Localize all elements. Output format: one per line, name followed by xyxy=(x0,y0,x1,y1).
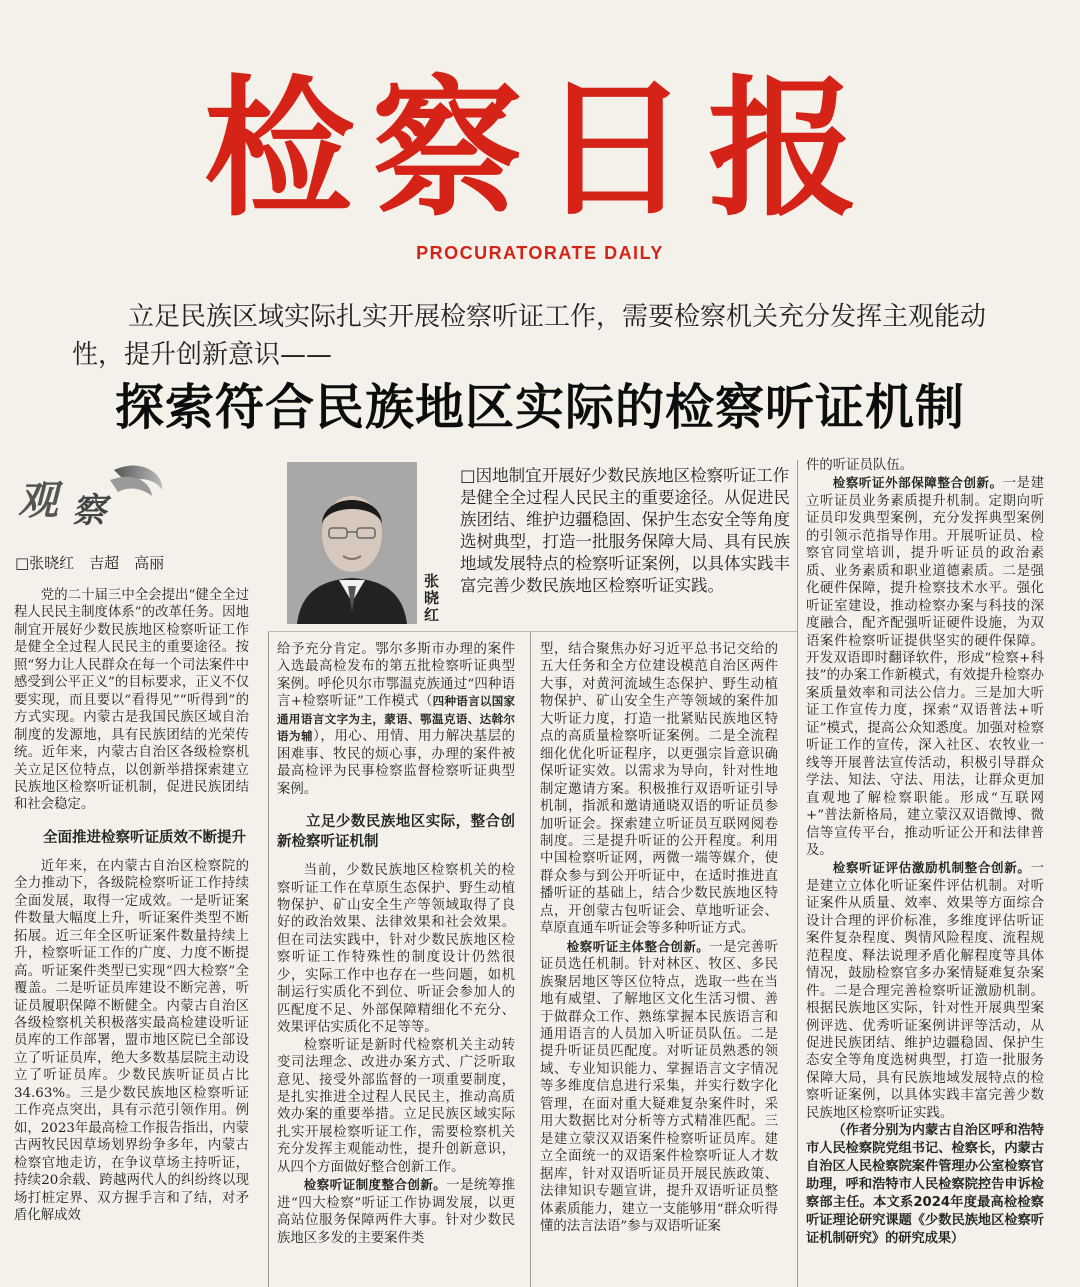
paragraph xyxy=(277,1176,515,1247)
paragraph-lead: 检察听证主体整合创新。 xyxy=(566,938,710,954)
svg-text:察: 察 xyxy=(72,491,106,531)
masthead-title: 检察日报 xyxy=(203,63,876,237)
section-heading: 全面推进检察听证质效不断提升 xyxy=(43,829,246,846)
paragraph xyxy=(806,474,1044,859)
article-column-3 xyxy=(540,641,778,1287)
headline: 探索符合民族地区实际的检察听证机制 xyxy=(114,379,965,436)
masthead xyxy=(0,60,1080,270)
paragraph: 党的二十届三中全会提出“健全全过程人民民主制度体系”的改革任务。因地制宜开展好少数民族地区检察听证工作是健全全过程人民民主的重要途径。按照“努力让人民群众在每一个司法案件中感受到公平正义”的目标要求，正义不仅要实现，而且要以“看得见”“听得到”的方式实现。内蒙古是我国民族区域自治制度的发源地，具有民族团结的光荣传统。近年来，内蒙古自治区各级检察机关立足区位特点，以创新举措探索建立民族地区检察听证机制，促进民族团结和社会稳定。 xyxy=(14,588,249,813)
lead-summary: □因地制宜开展好少数民族地区检察听证工作是健全全过程人民民主的重要途径。从促进民族团结、维护边疆稳固、保护生态安全等角度选树典型，打造一批服务保障大局、具有民族地域发展特点的检察听证案例，以具体实践丰富完善少数民族地区检察听证实践。 xyxy=(460,466,790,595)
paragraph: 近年来，在内蒙古自治区检察院的全力推动下，各级院检察听证工作持续全面发展，取得一定成效。一是听证案件数量大幅度上升，听证案件类型不断拓展。近三年全区听证案件数量持续上升，检察听证工作的广度、力度不断提高。听证案件类型已实现“四大检察”全覆盖。二是听证员库建设不断完善，听证员履职保障不断健全。内蒙古自治区各级检察机关积极落实最高检建设听证员库的工作部署，盟市地区院已全部设立了听证员库，绝大多数基层院主动设立了听证员库。少数民族听证员占比34.63%。三是少数民族地区检察听证工作亮点突出，具有示范引领作用。例如，2023年最高检工作报告指出，内蒙古两牧民因草场划界纷争多年，内蒙古检察官地走访，在争议草场主持听证，持续20余载、跨越两代人的纠纷终以现场打桩定界、双方握手言和了结，对矛盾化解成效 xyxy=(14,858,249,1223)
text-span: ），用心、用情、用力解决基层的困难事、牧民的烦心事，办理的案件被最高检评为民事检察监督检察听证典型案例。 xyxy=(277,729,515,797)
byline: □张晓红 吉超 高丽 xyxy=(15,554,165,572)
paragraph: 检察听证是新时代检察机关主动转变司法理念、改进办案方式、广泛听取意见、接受外部监督的一项重要制度，是扎实推进全过程人民民主，推动高质效办案的重要举措。立足民族区域实际扎实开展检察听证工作，需要检察机关充分发挥主观能动性，提升创新意识，从四个方面做好整合创新工作。 xyxy=(277,1037,515,1175)
paragraph-lead: 检察听证制度整合创新。 xyxy=(303,1177,447,1193)
lead-rule xyxy=(268,631,797,632)
kicker: 立足民族区域实际扎实开展检察听证工作，需要检察机关充分发挥主观能动性，提升创新意识—— xyxy=(72,302,987,370)
column-rule xyxy=(797,460,798,1287)
article-column-4 xyxy=(806,457,1044,1287)
text-span: 一是建立立体化听证案件评估机制。对听证案件从质量、效率、效果等方面综合设计合理的评价标准，多维度评估听证案件复杂程度、舆情风险程度、流程规范程度、释法说理矛盾化解程度等具体情况，鼓励检察官多办案情疑难复杂案件。二是合理完善检察听证激励机制。根据民族地区实际，针对性开展典型案例评选、优秀听证案例讲评等活动，从促进民族团结、维护边疆稳固、保护生态安全等角度选树典型，打造一批服务保障大局，具有民族地域发展特点的检察听证案例，以具体实践丰富完善少数民族地区检察听证实践。 xyxy=(806,861,1044,1121)
text-span: 给予充分肯定。鄂尔多斯市办理的案件入选最高检发布的第五批检察听证典型案例。呼伦贝尔市鄂温克族通过“四种语言+检察听证”工作模式（ xyxy=(277,642,515,710)
photo-caption: 张晓红 xyxy=(424,572,440,624)
paragraph: 型，结合聚焦办好习近平总书记交给的五大任务和全方位建设模范自治区两件大事，对黄河流域生态保护、野生动植物保护、矿山安全生产等领域的案件加大听证力度，打造一批紧贴民族地区特点的高质量检察听证案例。二是全流程细化优化听证程序，以更强宗旨意识确保听证实效。以需求为导向，针对性地制定邀请方案。积极推行双语听证引导机制，指派和邀请通晓双语的听证员参加听证会。探索建立听证员互联网阅卷制度。三是提升听证的公开程度。利用中国检察听证网，两微一端等媒介，使群众参与到公开听证中，在适时推进直播听证的基础上，结合少数民族地区特点，开创蒙古包听证会、草地听证会、草原直通车听证会等多种听证方式。 xyxy=(540,642,778,937)
author-bio: （作者分别为内蒙古自治区呼和浩特市人民检察院党组书记、检察长，内蒙古自治区人民检察院案件管理办公室检察官助理，呼和浩特市人民检察院控告申诉检察部主任。本文系2024年度最高检检察听证理论研究课题《少数民族地区检察听证机制研究》的研究成果） xyxy=(806,1123,1044,1247)
author-photo xyxy=(287,462,417,624)
text-span: 一是完善听证员选任机制。针对林区、牧区、多民族聚居地区等区位特点，选取一些在当地有威望、了解地区文化生活习惯、善于做群众工作、熟练掌握本民族语言和通用语言的人员加入听证员队伍。二是提升听证员匹配度。对听证员熟悉的领域、专业知识能力、掌握语言文字情况等多维度信息进行采集，并实行数字化管理，在面对重大疑难复杂案件时，采用大数据比对分析等方式精准匹配。三是建立蒙汉双语案件检察听证员库。建立全面统一的双语案件检察听证人才数据库，针对双语听证员开展民族政策、法律知识专题宣讲，提升双语听证员整体素质能力，建立一支能够用“群众听得懂的法言法语”参与双语听证案 xyxy=(540,939,778,1234)
text-span: 四种语言以国家通用语言文字为主，蒙语、鄂温克语、达斡尔语为辅 xyxy=(277,694,515,744)
column-rule xyxy=(530,631,531,1287)
paragraph-lead: 检察听证外部保障整合创新。 xyxy=(832,475,1003,491)
section-heading: 立足少数民族地区实际，整合创新检察听证机制 xyxy=(277,814,515,851)
article-column-1 xyxy=(14,587,249,1287)
svg-text:观: 观 xyxy=(18,478,58,524)
paragraph xyxy=(806,859,1044,1122)
text-span: 一是建立听证员业务素质提升机制。定期向听证员印发典型案例，充分发挥典型案例的引领示范指导作用。开展听证员、检察官同堂培训，提升听证员的政治素质、业务素质和职业道德素质。二是强化硬件保障，提升检察技术水平。强化听证室建设，推动检察办案与科技的深度融合，配齐配强听证硬件设施，为双语案件检察听证提供坚实的硬件保障。开发双语即时翻译软件，形成“检察+科技”的办案工作新模式，有效提升检察办案质量效率和司法公信力。三是加大听证工作宣传力度，探索“双语普法+听证”模式，提高公众知悉度。加强对检察听证工作的宣传，深入社区、农牧业一线等开展普法宣传活动，积极引导群众学法、知法、守法、用法，让群众更加直观地了解检察职能。形成“互联网+”普法新格局，建立蒙汉双语微博、微信等宣传平台，推动听证公开和法律普及。 xyxy=(806,476,1044,858)
paragraph xyxy=(540,938,778,1236)
paragraph-lead: 检察听证评估激励机制整合创新。 xyxy=(832,860,1031,876)
article-column-2 xyxy=(277,641,515,1287)
paragraph xyxy=(277,641,515,798)
column-logo xyxy=(14,462,164,532)
column-rule xyxy=(268,631,269,1287)
text-span: 一是统筹推进“四大检察”听证工作协调发展，以更高站位服务保障两件大事。针对少数民族地区多发的主要案件类 xyxy=(277,1178,515,1246)
masthead-subtitle: PROCURATORATE DAILY xyxy=(416,243,664,263)
paragraph: 当前，少数民族地区检察机关的检察听证工作在草原生态保护、野生动植物保护、矿山安全生产等领域取得了良好的政治效果、法律效果和社会效果。但在司法实践中，针对少数民族地区检察听证工作特殊性的制度设计仍然很少，实际工作中也存在一些问题，如机制运行实质化不到位、听证会参加人的匹配度不足、外部保障精细化不充分、效果评估实质化不足等等。 xyxy=(277,863,515,1036)
paragraph: 件的听证员队伍。 xyxy=(806,458,914,473)
